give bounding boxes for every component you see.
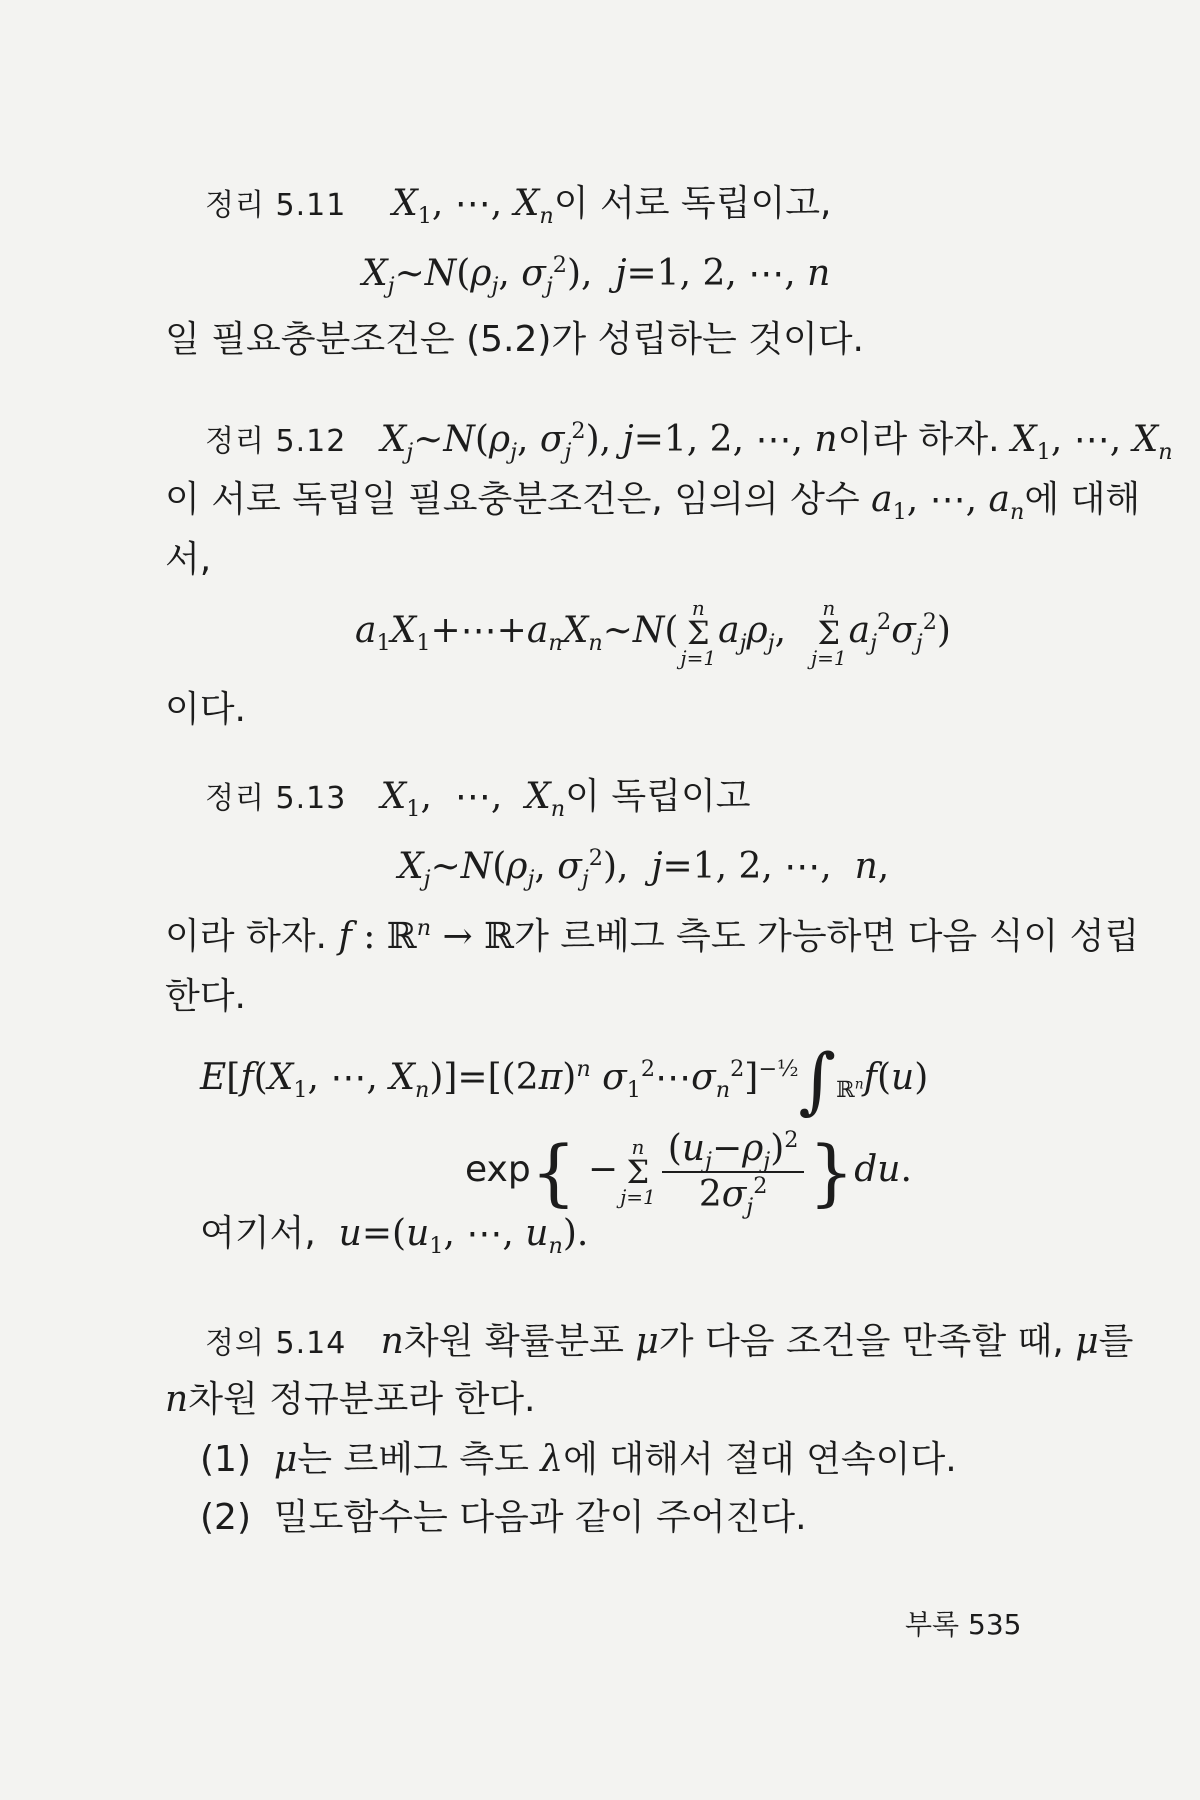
theorem-text: 일 필요충분조건은 (5.2)가 성립하는 것이다. [165, 319, 864, 360]
definition-text: 밀도함수는 다음과 같이 주어진다. [273, 1497, 807, 1538]
theorem-5-13-formula: $X_j\sim N(\rho_j$, $\sigma_j^2$), j=1, 2, ⋯, n, [398, 845, 890, 893]
definition-5-14-line1: 정의 5.14 n차원 확률분포 μ가 다음 조건을 만족할 때, μ를 [205, 1321, 1134, 1362]
theorem-text: 가 르베그 측도 가능하면 다음 식이 성립 [514, 916, 1140, 957]
definition-label: 정의 5.14 [205, 1326, 347, 1361]
theorem-text: 이라 하자. [837, 419, 1000, 460]
item-number: (1) [200, 1439, 251, 1480]
definition-item-1: (1) μ는 르베그 측도 λ에 대해서 절대 연속이다. [200, 1439, 957, 1480]
definition-text: 는 르베그 측도 [297, 1439, 529, 1480]
where-line: 여기서, $u=(u_1$, ⋯, $u_n$). [200, 1213, 589, 1260]
theorem-label: 정리 5.13 [205, 781, 347, 816]
footer-section: 부록 [905, 1608, 960, 1641]
summation-symbol: n Σ j=1 [680, 596, 717, 670]
theorem-text: 에 대해 [1024, 479, 1141, 520]
theorem-text: 한다. [165, 976, 246, 1017]
summation-symbol: n Σ j=1 [810, 596, 847, 670]
theorem-5-12-line2: 이 서로 독립일 필요충분조건은, 임의의 상수 $a_1$, ⋯, $a_n$에 대해 [165, 479, 1141, 526]
theorem-text: 이 서로 독립일 필요충분조건은, 임의의 상수 [165, 479, 860, 520]
theorem-5-11-line1: 정리 5.11 $X_1$, ⋯, $X_n$이 서로 독립이고, [205, 183, 832, 230]
exp-function: exp [465, 1149, 531, 1190]
expectation-formula-line2: exp{ − n Σ j=1 $\frac{(u_j-\rho_j)^2}{2\sigma_j^2}$ }du. [465, 1127, 912, 1221]
theorem-text: 이 서로 독립이고, [553, 183, 832, 224]
theorem-text: 이다. [165, 689, 246, 730]
theorem-label: 정리 5.11 [205, 188, 347, 223]
definition-item-2 [200, 1496, 807, 1540]
theorem-label: 정리 5.12 [205, 424, 347, 459]
definition-text: 가 다음 조건을 만족할 때, [658, 1321, 1064, 1362]
where-label: 여기서, [200, 1213, 316, 1254]
theorem-text: 서, [165, 539, 212, 580]
definition-text: 에 대해서 절대 연속이다. [563, 1439, 957, 1480]
definition-5-14-line2: n차원 정규분포라 한다. [165, 1379, 536, 1420]
theorem-5-12-formula: $a_1X_1+\cdots+a_nX_n\sim N$( n Σ j=1 $a_j\rho_j$, n Σ j=1 $a_j^2\sigma_j^2$) [355, 596, 951, 670]
summation-symbol: n Σ j=1 [620, 1135, 656, 1209]
theorem-text: 이라 하자. [165, 916, 327, 957]
page-footer [905, 1603, 1021, 1647]
theorem-5-13-line2: 이라 하자. f : ℝ$^n$ → ℝ가 르베그 측도 가능하면 다음 식이 성립 [165, 915, 1140, 957]
page-number: 535 [968, 1608, 1022, 1641]
definition-text: 를 [1098, 1321, 1134, 1362]
expectation-formula-line1: $E[f(X_1$, ⋯, $X_n)]=[(2\pi)^n$ $\sigma_1^2\cdots\sigma_n^2]^{-\frac{1}{2}}\int_{ℝ^n}f(u)$ [200, 1038, 929, 1122]
theorem-text: 이 독립이고 [565, 776, 751, 817]
theorem-5-13-line1: 정리 5.13 $X_1$, ⋯, $X_n$이 독립이고 [205, 776, 751, 823]
definition-text: 차원 정규분포라 한다. [188, 1379, 536, 1420]
item-number: (2) [200, 1497, 251, 1538]
fraction: $\frac{(u_j-\rho_j)^2}{2\sigma_j^2}$ [662, 1129, 805, 1215]
integral-symbol: ∫ [798, 1038, 837, 1122]
theorem-5-11-formula: $X_j\sim N(\rho_j$, $\sigma_j^2$), j=1, 2, ⋯, n [362, 252, 831, 300]
definition-text: 차원 확률분포 [403, 1321, 624, 1362]
theorem-5-12-line1: 정리 5.12 $X_j\sim N(\rho_j$, $\sigma_j^2$), j=1, 2, ⋯, n이라 하자. $X_1$, ⋯, $X_n$ [205, 418, 1173, 466]
